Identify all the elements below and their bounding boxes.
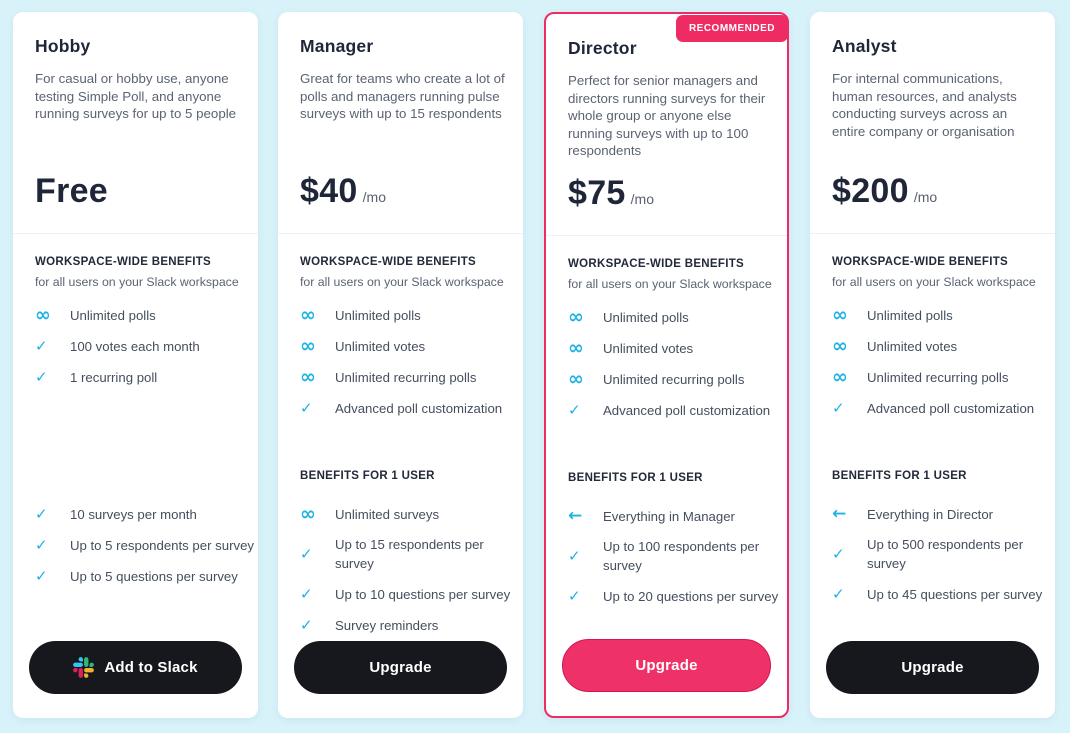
plan-price [300, 172, 386, 211]
benefit-item [35, 566, 244, 586]
check-icon: ✓ [832, 398, 845, 417]
user-benefits-heading: BENEFITS FOR 1 USER [300, 470, 435, 482]
benefit-label: Up to 45 questions per survey [867, 586, 1043, 602]
arrow-left-icon: ← [832, 503, 847, 524]
benefit-item [35, 367, 244, 387]
benefit-label: Up to 500 respondents per survey [867, 537, 1024, 571]
benefit-label: Unlimited recurring polls [335, 369, 477, 385]
card-divider [546, 235, 787, 236]
check-icon: ✓ [300, 398, 313, 417]
plan-card-director [544, 12, 789, 718]
benefit-item [35, 336, 244, 356]
check-icon: ✓ [568, 400, 581, 419]
benefit-item [568, 537, 773, 575]
benefit-label: Unlimited votes [867, 338, 958, 354]
benefit-item [568, 400, 773, 420]
plan-card-hobby [13, 12, 258, 718]
benefit-label: Unlimited recurring polls [867, 369, 1009, 385]
benefit-list [35, 305, 244, 387]
price-period: /mo [913, 189, 938, 205]
price-amount: $200 [832, 172, 909, 210]
benefit-item [832, 398, 1041, 418]
cta-label: Upgrade [635, 657, 698, 674]
upgrade-button[interactable] [294, 641, 507, 694]
price-amount: Free [35, 172, 109, 210]
infinity-icon: ∞ [300, 303, 316, 326]
plan-description: Great for teams who create a lot of polls and managers running pulse surveys with up to 15 respondents [300, 71, 505, 122]
workspace-benefits-section [568, 258, 773, 431]
infinity-icon: ∞ [568, 367, 584, 390]
benefit-item [300, 584, 509, 604]
benefit-item [832, 504, 1041, 524]
benefit-item [300, 535, 509, 573]
benefit-label: Unlimited votes [603, 340, 694, 356]
cta-label: Add to Slack [104, 659, 198, 676]
plan-description: For internal communications, human resources, and analysts conducting surveys across an entire company or organisation [832, 71, 1017, 139]
benefit-label: Everything in Manager [603, 508, 735, 524]
benefit-label: Survey reminders [335, 617, 439, 633]
benefit-list [300, 305, 509, 418]
slack-logo-icon [73, 657, 94, 678]
infinity-icon: ∞ [832, 334, 848, 357]
check-icon: ✓ [35, 504, 48, 523]
benefit-item [832, 336, 1041, 356]
card-divider [13, 233, 258, 234]
check-icon: ✓ [300, 584, 313, 603]
benefit-item [832, 367, 1041, 387]
benefit-item [832, 305, 1041, 325]
check-icon: ✓ [568, 546, 581, 565]
benefit-label: 100 votes each month [70, 338, 200, 354]
benefit-item [568, 506, 773, 526]
user-benefits-section [300, 470, 509, 646]
cta-label: Upgrade [369, 659, 432, 676]
card-divider [810, 233, 1055, 234]
plan-title: Manager [300, 36, 374, 56]
benefit-item [300, 504, 509, 524]
benefit-label: 10 surveys per month [70, 506, 197, 522]
benefit-label: 1 recurring poll [70, 369, 158, 385]
workspace-benefits-section [35, 256, 244, 398]
benefit-label: Unlimited surveys [335, 506, 440, 522]
plan-description: Perfect for senior managers and directors running surveys for their whole group or anyone else running surveys with up to 100 respondents [568, 73, 766, 159]
plan-title: Director [568, 38, 637, 58]
benefit-label: Up to 20 questions per survey [603, 588, 779, 604]
infinity-icon: ∞ [568, 305, 584, 328]
benefit-item [300, 336, 509, 356]
benefit-list [832, 305, 1041, 418]
infinity-icon: ∞ [568, 336, 584, 359]
add-to-slack-button[interactable] [29, 641, 242, 694]
benefit-item [832, 535, 1041, 573]
infinity-icon: ∞ [832, 303, 848, 326]
price-period: /mo [630, 191, 654, 207]
check-icon: ✓ [300, 615, 313, 634]
check-icon: ✓ [35, 566, 48, 585]
plan-price [832, 172, 937, 211]
plan-card-analyst [810, 12, 1055, 718]
plan-card-manager [278, 12, 523, 718]
benefit-label: Up to 15 respondents per survey [335, 537, 484, 571]
check-icon: ✓ [35, 535, 48, 554]
arrow-left-icon: ← [568, 505, 583, 526]
benefit-list [568, 505, 779, 606]
check-icon: ✓ [832, 584, 845, 603]
price-amount: $75 [568, 174, 626, 212]
upgrade-button[interactable] [826, 641, 1039, 694]
cta-label: Upgrade [901, 659, 964, 676]
benefit-label: Unlimited polls [335, 307, 421, 323]
benefit-list [35, 504, 254, 586]
user-benefits-heading: BENEFITS FOR 1 USER [832, 470, 967, 482]
plan-price [568, 174, 654, 213]
benefit-item [300, 615, 509, 635]
infinity-icon: ∞ [300, 502, 316, 525]
benefit-label: Unlimited polls [70, 307, 156, 323]
benefit-item [35, 504, 244, 524]
benefit-label: Advanced poll customization [335, 400, 503, 416]
price-period: /mo [362, 189, 386, 205]
benefit-label: Advanced poll customization [867, 400, 1035, 416]
check-icon: ✓ [35, 336, 48, 355]
benefit-label: Up to 5 questions per survey [70, 568, 238, 584]
benefit-label: Advanced poll customization [603, 402, 771, 418]
workspace-benefits-section [832, 256, 1041, 429]
benefit-item [568, 369, 773, 389]
user-benefits-section [568, 472, 779, 617]
check-icon: ✓ [300, 544, 313, 563]
benefit-item [568, 586, 779, 606]
benefit-item [832, 584, 1041, 604]
price-amount: $40 [300, 172, 358, 210]
benefit-label: Unlimited polls [867, 307, 953, 323]
workspace-benefits-subheading: for all users on your Slack workspace [832, 275, 1036, 289]
plan-price [35, 172, 108, 211]
benefit-list [300, 504, 509, 635]
benefit-label: Unlimited recurring polls [603, 371, 745, 387]
workspace-benefits-heading: WORKSPACE-WIDE BENEFITS [300, 256, 476, 268]
card-divider [278, 233, 523, 234]
workspace-benefits-subheading: for all users on your Slack workspace [35, 275, 239, 289]
plan-description: For casual or hobby use, anyone testing Simple Poll, and anyone running surveys for up to 5 people [35, 71, 237, 122]
benefit-item [35, 305, 244, 325]
benefit-item [300, 305, 509, 325]
infinity-icon: ∞ [832, 365, 848, 388]
plan-title: Hobby [35, 36, 91, 56]
infinity-icon: ∞ [300, 334, 316, 357]
benefit-label: Up to 100 respondents per survey [603, 539, 760, 573]
workspace-benefits-heading: WORKSPACE-WIDE BENEFITS [35, 256, 211, 268]
benefit-label: Up to 10 questions per survey [335, 586, 511, 602]
check-icon: ✓ [35, 367, 48, 386]
benefit-label: Everything in Director [867, 506, 994, 522]
benefit-list [832, 504, 1041, 604]
infinity-icon: ∞ [35, 303, 51, 326]
user-benefits-heading: BENEFITS FOR 1 USER [568, 472, 703, 484]
benefit-label: Up to 5 respondents per survey [70, 537, 254, 553]
check-icon: ✓ [832, 544, 845, 563]
recommended-badge: RECOMMENDED [676, 15, 788, 42]
benefit-list [568, 307, 773, 420]
benefit-item [300, 367, 509, 387]
user-benefits-section [832, 470, 1041, 615]
plan-title: Analyst [832, 36, 897, 56]
workspace-benefits-heading: WORKSPACE-WIDE BENEFITS [568, 258, 744, 270]
workspace-benefits-section [300, 256, 509, 429]
benefit-label: Unlimited votes [335, 338, 426, 354]
benefit-item [568, 307, 773, 327]
workspace-benefits-subheading: for all users on your Slack workspace [568, 277, 772, 291]
infinity-icon: ∞ [300, 365, 316, 388]
workspace-benefits-subheading: for all users on your Slack workspace [300, 275, 504, 289]
benefit-item [568, 338, 773, 358]
benefit-item [300, 398, 509, 418]
check-icon: ✓ [568, 586, 581, 605]
upgrade-button[interactable] [562, 639, 771, 692]
workspace-benefits-heading: WORKSPACE-WIDE BENEFITS [832, 256, 1008, 268]
user-benefits-section [35, 470, 254, 597]
benefit-label: Unlimited polls [603, 309, 689, 325]
benefit-item [35, 535, 254, 555]
